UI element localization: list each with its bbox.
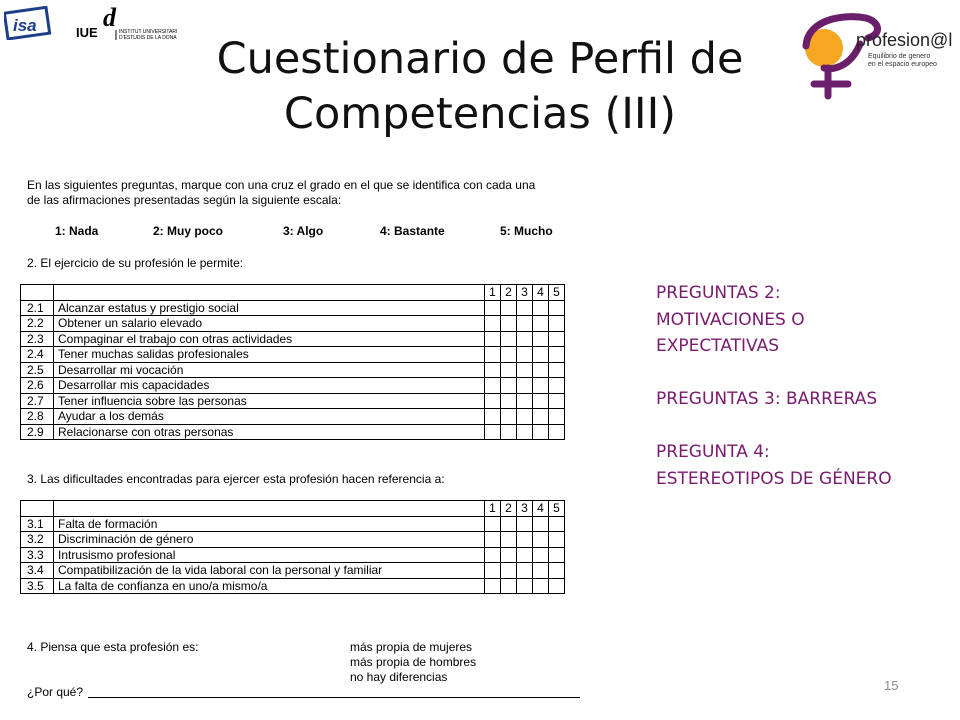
table-row <box>21 532 565 548</box>
option-men[interactable]: más propia de hombres <box>350 655 477 669</box>
rating-cell[interactable] <box>501 362 517 378</box>
column-header: 4 <box>533 285 549 301</box>
note-line: EXPECTATIVAS <box>656 336 779 356</box>
rating-cell[interactable] <box>517 362 533 378</box>
rating-cell[interactable] <box>501 532 517 548</box>
note-line: ESTEREOTIPOS DE GÉNERO <box>656 468 892 489</box>
row-text: Tener influencia sobre las personas <box>54 393 485 409</box>
row-text: Discriminación de género <box>54 532 485 548</box>
profesional-logo <box>798 4 958 100</box>
rating-cell[interactable] <box>533 331 549 347</box>
rating-cell[interactable] <box>533 316 549 332</box>
rating-cell[interactable] <box>549 362 565 378</box>
row-number: 2.5 <box>21 362 54 378</box>
rating-cell[interactable] <box>517 393 533 409</box>
why-answer-line[interactable] <box>88 697 580 698</box>
table-row <box>21 547 565 563</box>
rating-cell[interactable] <box>533 378 549 394</box>
rating-cell[interactable] <box>533 347 549 363</box>
rating-cell[interactable] <box>501 378 517 394</box>
intro-line-2: de las afirmaciones presentadas según la siguiente escala: <box>27 193 342 207</box>
rating-cell[interactable] <box>549 578 565 594</box>
rating-cell[interactable] <box>485 547 501 563</box>
rating-cell[interactable] <box>517 563 533 579</box>
table-row <box>21 362 565 378</box>
table-row <box>21 316 565 332</box>
rating-cell[interactable] <box>517 300 533 316</box>
rating-cell[interactable] <box>549 347 565 363</box>
row-text: Ayudar a los demás <box>54 409 485 425</box>
column-header: 5 <box>549 501 565 517</box>
table-row <box>21 331 565 347</box>
rating-cell[interactable] <box>533 362 549 378</box>
rating-cell[interactable] <box>517 347 533 363</box>
profesional-logo-tagline-2: en el espacio europeo <box>868 61 937 68</box>
row-number: 2.8 <box>21 409 54 425</box>
iued-logo-letters: IUE <box>76 25 98 40</box>
rating-cell[interactable] <box>517 578 533 594</box>
rating-cell[interactable] <box>485 578 501 594</box>
table-row <box>21 424 565 440</box>
rating-cell[interactable] <box>517 331 533 347</box>
rating-cell[interactable] <box>485 409 501 425</box>
table-header-row <box>21 501 565 517</box>
rating-cell[interactable] <box>501 547 517 563</box>
scale-item: 3: Algo <box>283 224 324 238</box>
row-text: La falta de confianza en uno/a mismo/a <box>54 578 485 594</box>
question-3-title: 3. Las dificultades encontradas para ejercer esta profesión hacen referencia a: <box>27 472 445 486</box>
rating-cell[interactable] <box>485 532 501 548</box>
row-text: Desarrollar mi vocación <box>54 362 485 378</box>
rating-cell[interactable] <box>517 316 533 332</box>
rating-cell[interactable] <box>533 547 549 563</box>
row-text: Relacionarse con otras personas <box>54 424 485 440</box>
row-number: 3.4 <box>21 563 54 579</box>
row-text: Alcanzar estatus y prestigio social <box>54 300 485 316</box>
rating-cell[interactable] <box>549 532 565 548</box>
rating-cell[interactable] <box>549 300 565 316</box>
page-number: 15 <box>884 678 899 693</box>
rating-cell[interactable] <box>533 532 549 548</box>
questionnaire-intro <box>27 178 607 208</box>
rating-cell[interactable] <box>533 578 549 594</box>
rating-cell[interactable] <box>533 409 549 425</box>
note-line: MOTIVACIONES O <box>656 309 805 330</box>
row-text: Desarrollar mis capacidades <box>54 378 485 394</box>
header-empty-cell <box>21 501 54 517</box>
rating-cell[interactable] <box>501 409 517 425</box>
rating-cell[interactable] <box>501 300 517 316</box>
row-text: Falta de formación <box>54 516 485 532</box>
rating-cell[interactable] <box>549 563 565 579</box>
row-number: 3.2 <box>21 532 54 548</box>
note-line: PREGUNTAS 2: <box>656 283 781 303</box>
rating-cell[interactable] <box>485 424 501 440</box>
question-4-title: 4. Piensa que esta profesión es: <box>27 640 199 654</box>
option-no-difference[interactable]: no hay diferencias <box>350 670 448 684</box>
question-2-title: 2. El ejercicio de su profesión le permite: <box>27 256 244 270</box>
rating-cell[interactable] <box>485 393 501 409</box>
slide-title-line-1: Cuestionario de Perfil de <box>216 34 744 84</box>
row-number: 2.4 <box>21 347 54 363</box>
rating-cell[interactable] <box>549 331 565 347</box>
scale-item: 5: Mucho <box>500 224 553 238</box>
row-number: 3.5 <box>21 578 54 594</box>
iued-logo-caption-1: INSTITUT UNIVERSITARI <box>119 29 178 35</box>
table-header-row <box>21 285 565 301</box>
rating-cell[interactable] <box>501 316 517 332</box>
table-row <box>21 347 565 363</box>
row-text: Compatibilización de la vida laboral con la personal y familiar <box>54 563 485 579</box>
rating-cell[interactable] <box>517 516 533 532</box>
column-header: 3 <box>517 285 533 301</box>
table-row <box>21 409 565 425</box>
scale-item: 2: Muy poco <box>153 224 224 238</box>
profesional-logo-name: profesion@l <box>856 30 953 50</box>
rating-cell[interactable] <box>485 316 501 332</box>
rating-cell[interactable] <box>549 378 565 394</box>
column-header: 5 <box>549 285 565 301</box>
rating-cell[interactable] <box>485 331 501 347</box>
category-notes <box>656 280 946 492</box>
iued-logo-caption-2: D'ESTUDIS DE LA DONA <box>119 35 177 41</box>
rating-cell[interactable] <box>533 563 549 579</box>
column-header: 3 <box>517 501 533 517</box>
question-3-table <box>20 500 565 594</box>
rating-cell[interactable] <box>517 378 533 394</box>
iued-logo-d: d <box>103 4 116 32</box>
question-4-options <box>350 640 476 685</box>
rating-cell[interactable] <box>533 516 549 532</box>
header-empty-cell <box>54 501 485 517</box>
rating-cell[interactable] <box>501 578 517 594</box>
rating-cell[interactable] <box>533 300 549 316</box>
column-header: 2 <box>501 501 517 517</box>
rating-cell[interactable] <box>485 563 501 579</box>
row-text: Compaginar el trabajo con otras actividades <box>54 331 485 347</box>
table-row <box>21 393 565 409</box>
rating-cell[interactable] <box>485 378 501 394</box>
scale-item: 1: Nada <box>55 224 99 238</box>
rating-cell[interactable] <box>501 393 517 409</box>
row-number: 2.2 <box>21 316 54 332</box>
slide-title <box>170 32 790 142</box>
header-empty-cell <box>54 285 485 301</box>
rating-cell[interactable] <box>549 547 565 563</box>
row-text: Tener muchas salidas profesionales <box>54 347 485 363</box>
note-line <box>656 360 946 387</box>
isa-logo-text: isa <box>13 16 37 35</box>
row-text: Intrusismo profesional <box>54 547 485 563</box>
option-women[interactable]: más propia de mujeres <box>350 640 473 654</box>
header-empty-cell <box>21 285 54 301</box>
rating-cell[interactable] <box>549 424 565 440</box>
isa-logo <box>4 6 52 40</box>
column-header: 4 <box>533 501 549 517</box>
note-line: PREGUNTAS 3: BARRERAS <box>656 389 878 409</box>
row-number: 2.3 <box>21 331 54 347</box>
rating-cell[interactable] <box>485 300 501 316</box>
table-row <box>21 516 565 532</box>
table-row <box>21 300 565 316</box>
row-text: Obtener un salario elevado <box>54 316 485 332</box>
table-row <box>21 578 565 594</box>
column-header: 2 <box>501 285 517 301</box>
rating-cell[interactable] <box>485 362 501 378</box>
question-2-table <box>20 284 565 440</box>
scale-item: 4: Bastante <box>380 224 445 238</box>
rating-cell[interactable] <box>549 393 565 409</box>
note-line <box>656 413 946 440</box>
row-number: 2.6 <box>21 378 54 394</box>
rating-cell[interactable] <box>517 409 533 425</box>
rating-cell[interactable] <box>533 393 549 409</box>
row-number: 2.1 <box>21 300 54 316</box>
why-label: ¿Por qué? <box>27 685 84 699</box>
table-row <box>21 378 565 394</box>
profesional-logo-tagline-1: Equilibrio de genero <box>868 53 931 60</box>
rating-cell[interactable] <box>549 516 565 532</box>
rating-cell[interactable] <box>517 424 533 440</box>
rating-cell[interactable] <box>501 563 517 579</box>
rating-cell[interactable] <box>517 532 533 548</box>
rating-cell[interactable] <box>501 347 517 363</box>
rating-cell[interactable] <box>533 424 549 440</box>
column-header: 1 <box>485 285 501 301</box>
row-number: 3.3 <box>21 547 54 563</box>
intro-line-1: En las siguientes preguntas, marque con una cruz el grado en el que se identifica con cada una <box>27 178 536 192</box>
rating-cell[interactable] <box>501 516 517 532</box>
rating-cell[interactable] <box>549 409 565 425</box>
rating-cell[interactable] <box>485 516 501 532</box>
column-header: 1 <box>485 501 501 517</box>
slide-title-line-2: Competencias (III) <box>283 89 677 139</box>
note-line: PREGUNTA 4: <box>656 442 770 462</box>
row-number: 2.7 <box>21 393 54 409</box>
rating-cell[interactable] <box>485 347 501 363</box>
table-row <box>21 563 565 579</box>
rating-cell[interactable] <box>517 547 533 563</box>
rating-cell[interactable] <box>501 331 517 347</box>
rating-cell[interactable] <box>549 316 565 332</box>
rating-cell[interactable] <box>501 424 517 440</box>
row-number: 3.1 <box>21 516 54 532</box>
row-number: 2.9 <box>21 424 54 440</box>
